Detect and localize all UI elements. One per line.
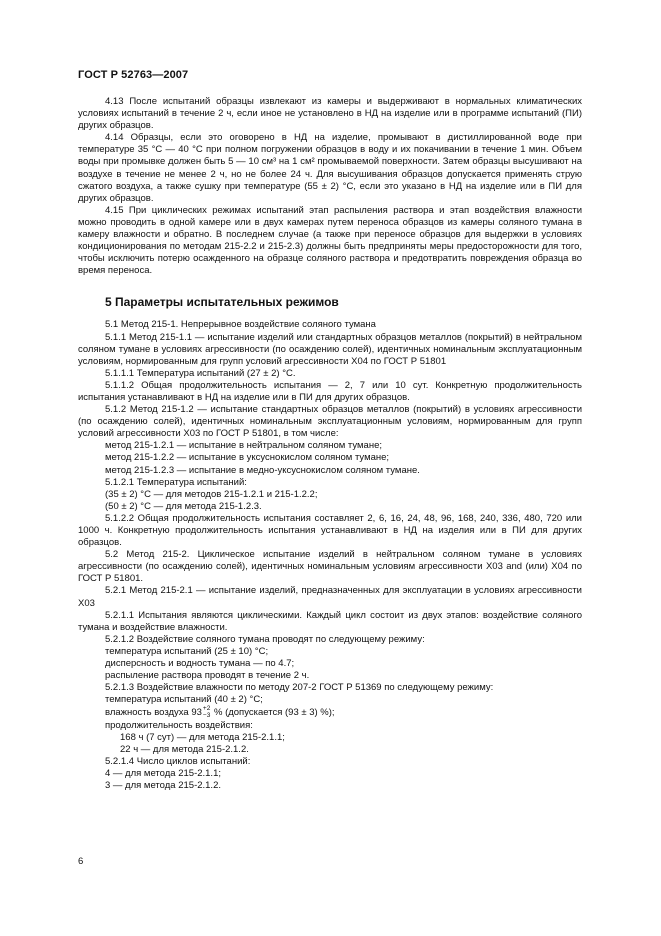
method-line: метод 215-1.2.2 — испытание в уксуснокислом соляном тумане; (105, 452, 390, 464)
salt-fog-line: дисперсность и водность тумана — по 4.7; (105, 658, 295, 670)
paragraph-5-2-1: 5.2.1 Метод 215-2.1 — испытание изделий, предназначенных для эксплуатации в условиях агрессивности Х03 (78, 585, 582, 609)
paragraph-5-1-1-2: 5.1.1.2 Общая продолжительность испытания — 2, 7 или 10 сут. Конкретную продолжительность испытания устанавливают в НД на изделие или в ПИ для других образцов. (78, 379, 582, 403)
paragraph-4-14: 4.14 Образцы, если это оговорено в НД на изделие, промывают в дистиллированной воде при температуре 35 °С — 40 °С при полном погружении образцов в воду и их покачивании в течение 1 мин. Объем воды при промывке должен быть 5 — 10 см³ на 1 см² промываемой поверхности. Затем образцы высушивают на воздухе в течение не менее 2 ч, но не более 24 ч. Для высушивания образцов допускается применять струю сжатого воздуха, а также сушку при температуре (55 ± 2) °С, если это указано в НД на изделие или в ПИ для других образцов. (78, 132, 582, 204)
paragraph-5-1-2: 5.1.2 Метод 215-1.2 — испытание стандартных образцов металлов (покрытий) в условиях агрессивности (по осаждению солей), идентичных номинальным эксплуатационным условиям, нормированным для групп условий агрессивности Х03 по ГОСТ Р 51801, в том числе: (78, 404, 582, 440)
paragraph-5-2-1-2: 5.2.1.2 Воздействие соляного тумана проводят по следующему режиму: (105, 633, 425, 645)
humidity-text-tail: % (допускается (93 ± 3) %); (211, 707, 335, 719)
tolerance-fraction (203, 706, 210, 719)
duration-label: продолжительность воздействия: (105, 719, 253, 731)
paragraph-5-2-1-1: 5.2.1.1 Испытания являются циклическими. Каждый цикл состоит из двух этапов: воздействие соляного тумана и воздействие влажности. (78, 609, 582, 633)
paragraph-5-1-1: 5.1.1 Метод 215-1.1 — испытание изделий или стандартных образцов металлов (покрытий) в нейтральном соляном тумане в условиях агрессивности (по осаждению солей), идентичных номинальным эксплуатационным условиям, нормированным для групп условий агрессивности Х04 по ГОСТ Р 51801 (78, 331, 582, 367)
temperature-line: (50 ± 2) °С — для метода 215-1.2.3. (105, 500, 262, 512)
temperature-line: (35 ± 2) °С — для методов 215-1.2.1 и 215-1.2.2; (105, 488, 318, 500)
paragraph-5-1-2-1: 5.1.2.1 Температура испытаний: (105, 476, 247, 488)
section-title: 5 Параметры испытательных режимов (105, 295, 339, 310)
cycles-line: 4 — для метода 215-2.1.1; (105, 767, 221, 779)
salt-fog-line: температура испытаний (25 ± 10) °С; (105, 645, 269, 657)
paragraph-5-1-1-1: 5.1.1.1 Температура испытаний (27 ± 2) °С. (105, 367, 296, 379)
paragraph-4-13: 4.13 После испытаний образцы извлекают из камеры и выдерживают в нормальных климатических условиях испытаний в течение 2 ч, если иное не установлено в НД на изделие или в программе испытаний (ПИ) других образцов. (78, 96, 582, 132)
duration-line: 22 ч — для метода 215-2.1.2. (120, 743, 249, 755)
paragraph-5-2-1-3: 5.2.1.3 Воздействие влажности по методу 207-2 ГОСТ Р 51369 по следующему режиму: (105, 682, 494, 694)
paragraph-5-1-2-2: 5.1.2.2 Общая продолжительность испытания составляет 2, 6, 16, 24, 48, 96, 168, 240, 336, 480, 720 или 1000 ч. Конкретную продолжительность испытания устанавливают в НД на изделия или в ПИ для других образцов. (78, 512, 582, 549)
tolerance-lower: −3 (202, 711, 211, 719)
paragraph-5-1: 5.1 Метод 215-1. Непрерывное воздействие соляного тумана (105, 319, 376, 331)
tolerance-upper: +2 (202, 705, 211, 713)
duration-line: 168 ч (7 сут) — для метода 215-2.1.1; (120, 731, 285, 743)
humidity-temperature-line: температура испытаний (40 ± 2) °С; (105, 694, 263, 706)
document-header: ГОСТ Р 52763—2007 (78, 69, 189, 81)
salt-fog-line: распыление раствора проводят в течение 2 ч. (105, 670, 310, 682)
paragraph-5-2-1-4: 5.2.1.4 Число циклов испытаний: (105, 755, 251, 767)
paragraph-5-2: 5.2 Метод 215-2. Циклическое испытание изделий в нейтральном соляном тумане в условиях агрессивности (по осаждению солей), идентичных номинальным условиям агрессивности Х03 and (или) Х04 по ГОСТ Р 51801. (78, 549, 582, 585)
method-line: метод 215-1.2.3 — испытание в медно-уксуснокислом соляном тумане. (105, 464, 420, 476)
humidity-line (78, 706, 582, 719)
document-body (78, 96, 582, 792)
humidity-text: влажность воздуха 93 (105, 707, 202, 719)
cycles-line: 3 — для метода 215-2.1.2. (105, 779, 221, 791)
page-number: 6 (78, 856, 84, 867)
paragraph-4-15: 4.15 При циклических режимах испытаний этап распыления раствора и этап воздействия влажности можно проводить в одной камере или в двух камерах путем переноса образцов из камеры соляного тумана в камеру влажности и обратно. В последнем случае (а также при переносе образцов для выдержки в условиях кондиционирования по методам 215-2.2 и 215-2.3) должны быть предприняты меры предосторожности для того, чтобы исключить потерю осажденного на образце соляного раствора и предотвратить повреждения образца во время переноса. (78, 204, 582, 277)
method-line: метод 215-1.2.1 — испытание в нейтральном соляном тумане; (105, 440, 382, 452)
